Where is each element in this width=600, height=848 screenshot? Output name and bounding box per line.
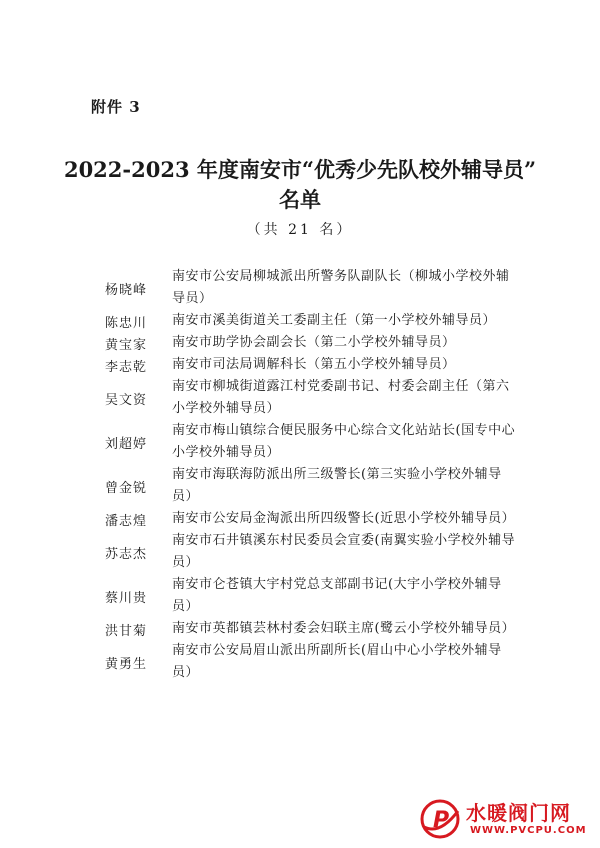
pvcpu-logo-icon bbox=[418, 797, 462, 841]
list-item bbox=[0, 508, 600, 530]
list-item bbox=[0, 464, 600, 508]
honoree-desc: 南安市梅山镇综合便民服务中心综合文化站站长(国专中心小学校外辅导员） bbox=[172, 423, 516, 460]
watermark-url: WWW.PVCPU.COM bbox=[470, 825, 587, 836]
watermark-text: 水暖阀门网 bbox=[466, 801, 571, 825]
title-line-1: 2022-2023 年度南安市“优秀少先队校外辅导员” bbox=[63, 157, 537, 182]
honoree-desc: 南安市公安局金淘派出所四级警长(近思小学校外辅导员） bbox=[172, 511, 516, 526]
honoree-desc: 南安市公安局眉山派出所副所长(眉山中心小学校外辅导员） bbox=[172, 643, 502, 680]
honoree-desc: 南安市司法局调解科长（第五小学校外辅导员） bbox=[172, 357, 456, 372]
honoree-name: 刘超婷 bbox=[105, 436, 148, 452]
honoree-name: 潘志煌 bbox=[105, 513, 148, 529]
honoree-name: 蔡川贵 bbox=[105, 590, 148, 606]
honoree-desc: 南安市溪美街道关工委副主任（第一小学校外辅导员） bbox=[172, 313, 497, 328]
list-item bbox=[0, 310, 600, 332]
honoree-desc: 南安市仑苍镇大宇村党总支部副书记(大宇小学校外辅导员） bbox=[172, 577, 502, 614]
logo-letter: P bbox=[433, 808, 450, 833]
list-item bbox=[0, 354, 600, 376]
list-item bbox=[0, 640, 600, 684]
honoree-name: 曾金锐 bbox=[105, 480, 148, 496]
attachment-label: 附件 3 bbox=[91, 98, 141, 116]
honoree-name: 黄勇生 bbox=[105, 656, 148, 672]
honoree-desc: 南安市英都镇芸林村委会妇联主席(鹭云小学校外辅导员） bbox=[172, 621, 516, 636]
list-item bbox=[0, 266, 600, 310]
honoree-name: 苏志杰 bbox=[105, 546, 148, 562]
honoree-name: 洪甘菊 bbox=[105, 623, 148, 639]
list-item bbox=[0, 618, 600, 640]
honoree-desc: 南安市柳城街道露江村党委副书记、村委会副主任（第六小学校外辅导员） bbox=[172, 379, 510, 416]
list-item bbox=[0, 332, 600, 354]
list-item bbox=[0, 376, 600, 420]
honoree-list bbox=[0, 266, 600, 684]
honoree-desc: 南安市石井镇溪东村民委员会宣委(南翼实验小学校外辅导员） bbox=[172, 533, 516, 570]
honoree-name: 吴文资 bbox=[105, 392, 148, 408]
honoree-name: 李志乾 bbox=[105, 359, 148, 375]
total-count: （共 21 名） bbox=[246, 222, 354, 238]
document-title bbox=[0, 155, 600, 215]
honoree-desc: 南安市公安局柳城派出所警务队副队长（柳城小学校外辅导员） bbox=[172, 269, 510, 306]
title-line-2: 名单 bbox=[279, 187, 321, 212]
honoree-name: 杨晓峰 bbox=[105, 282, 148, 298]
honoree-desc: 南安市助学协会副会长（第二小学校外辅导员） bbox=[172, 335, 456, 350]
site-watermark bbox=[418, 795, 598, 845]
list-item bbox=[0, 530, 600, 574]
list-item bbox=[0, 574, 600, 618]
honoree-desc: 南安市海联海防派出所三级警长(第三实验小学校外辅导员） bbox=[172, 467, 502, 504]
honoree-name: 陈忠川 bbox=[105, 315, 148, 331]
honoree-name: 黄宝家 bbox=[105, 337, 148, 353]
list-item bbox=[0, 420, 600, 464]
